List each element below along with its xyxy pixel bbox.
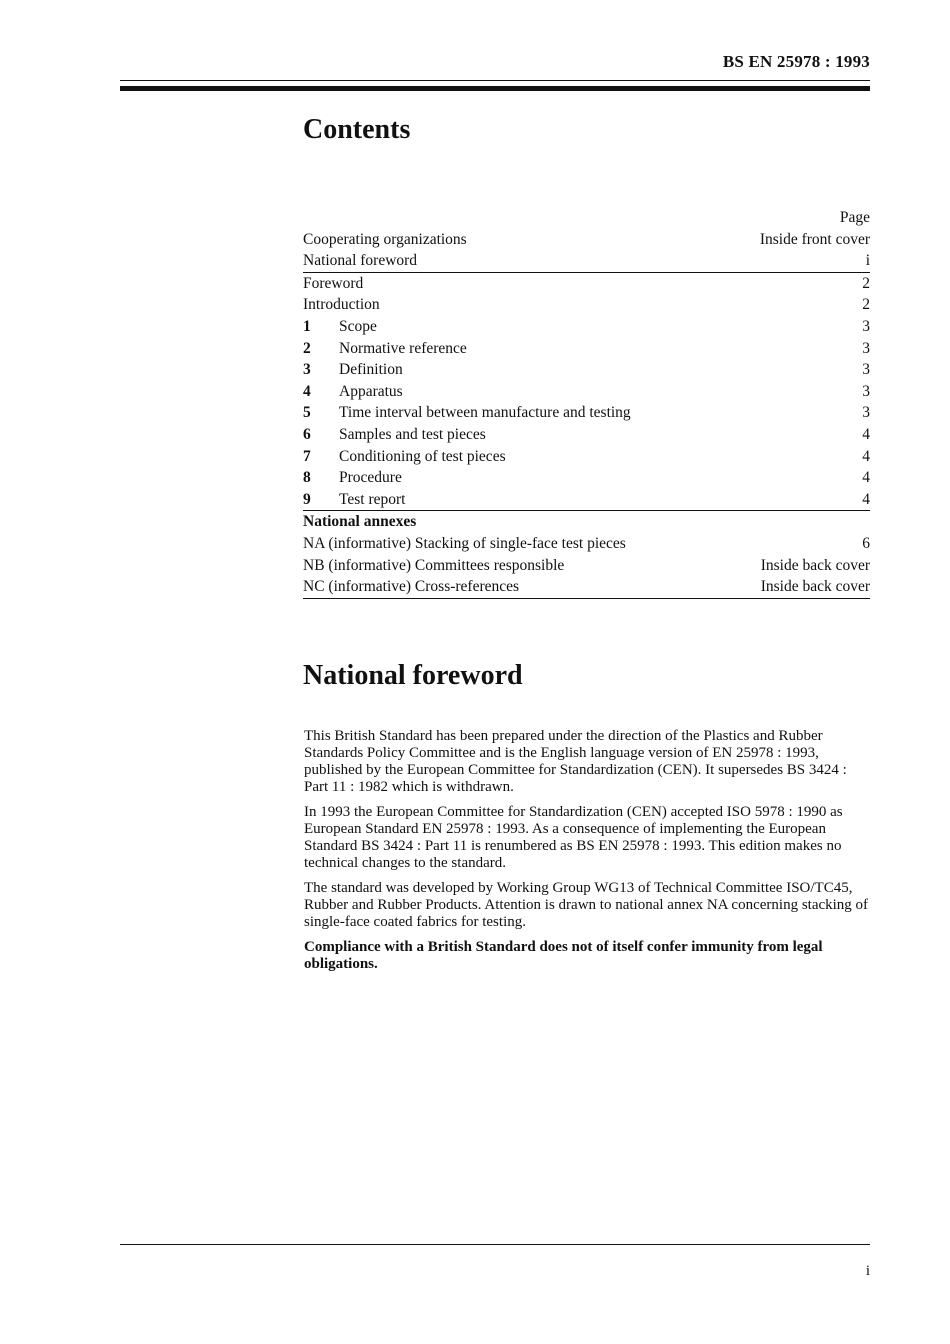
document-code: BS EN 25978 : 1993 <box>722 52 870 71</box>
toc-item-number: 4 <box>303 382 311 400</box>
toc-item[interactable] <box>303 338 870 360</box>
toc-item[interactable] <box>303 273 870 295</box>
toc-item-number: 5 <box>303 404 311 422</box>
toc-item-page: Inside back cover <box>760 578 870 596</box>
toc-item[interactable] <box>303 489 870 512</box>
toc-item-text: Cooperating organizations <box>303 230 467 248</box>
toc-item-number: 6 <box>303 425 311 443</box>
toc-item-text: National foreword <box>303 252 418 270</box>
toc-item-page: 2 <box>862 274 870 292</box>
toc-item[interactable] <box>303 250 870 273</box>
toc-item-page: Inside front cover <box>759 230 870 248</box>
toc-page-heading: Page <box>839 209 870 226</box>
toc-item[interactable] <box>303 294 870 316</box>
toc-item[interactable] <box>303 381 870 403</box>
compliance-notice: Compliance with a British Standard does not of itself confer immunity from legal obligations. <box>304 939 823 972</box>
toc-item-text: Conditioning of test pieces <box>339 447 506 465</box>
toc-item-text: Samples and test pieces <box>339 425 486 443</box>
toc-item-page: 3 <box>862 339 870 357</box>
toc-item-page: 4 <box>862 425 870 443</box>
toc-annex-heading-row <box>303 511 870 533</box>
foreword-paragraph: The standard was developed by Working Group WG13 of Technical Committee ISO/TC45, Rubber and Rubber Products. Attention is drawn to national annex NA concerning stacking of single-face coated fabrics for testing. <box>304 880 869 930</box>
table-of-contents <box>303 207 870 599</box>
toc-item-number: 1 <box>303 317 311 335</box>
foreword-paragraph: In 1993 the European Committee for Standardization (CEN) accepted ISO 5978 : 1990 as European Standard EN 25978 : 1993. As a consequence of implementing the European Standard BS 3424 : Part 11 is renumbered as BS EN 25978 : 1993. This edition makes no technical changes to the standard. <box>304 804 843 871</box>
footer-rule <box>120 1244 870 1245</box>
page-number: i <box>865 1263 870 1279</box>
toc-item-text: NB (informative) Committees responsible <box>303 556 565 574</box>
toc-item[interactable] <box>303 229 870 251</box>
toc-item[interactable] <box>303 424 870 446</box>
toc-item[interactable] <box>303 446 870 468</box>
toc-item-page: i <box>865 252 870 270</box>
toc-item-text: Foreword <box>303 274 364 292</box>
toc-item-text: Scope <box>339 317 377 335</box>
toc-item-number: 3 <box>303 361 311 379</box>
toc-item-number: 8 <box>303 469 311 487</box>
toc-item[interactable] <box>303 533 870 555</box>
toc-item-text: NA (informative) Stacking of single-face test pieces <box>303 534 626 552</box>
toc-item-page: 4 <box>862 447 870 465</box>
toc-item[interactable] <box>303 359 870 381</box>
toc-annex-heading: National annexes <box>303 513 417 531</box>
toc-item[interactable] <box>303 467 870 489</box>
toc-item-page: 2 <box>862 296 870 314</box>
toc-item-page: Inside back cover <box>760 556 870 574</box>
national-foreword-body <box>304 728 870 981</box>
toc-item-page: 4 <box>862 469 870 487</box>
toc-item-text: Introduction <box>303 296 380 314</box>
toc-item[interactable] <box>303 555 870 577</box>
toc-item-text: Definition <box>339 361 403 379</box>
toc-item-page: 3 <box>862 404 870 422</box>
header-rule-thick <box>120 86 870 91</box>
header-rule-thin <box>120 80 870 81</box>
contents-title: Contents <box>303 114 411 145</box>
toc-item-number: 7 <box>303 447 311 465</box>
foreword-paragraph: This British Standard has been prepared under the direction of the Plastics and Rubber Standards Policy Committee and is the English language version of EN 25978 : 1993, published by the European Committee for Standardization (CEN). It supersedes BS 3424 : Part 11 : 1982 which is withdrawn. <box>304 728 847 795</box>
toc-item-text: Apparatus <box>339 382 403 400</box>
toc-item-number: 9 <box>303 490 311 508</box>
toc-page-heading-row <box>303 207 870 229</box>
toc-item-page: 3 <box>862 317 870 335</box>
toc-item[interactable] <box>303 316 870 338</box>
toc-item-page: 6 <box>862 534 870 552</box>
national-foreword-title: National foreword <box>303 660 523 691</box>
toc-item-page: 4 <box>862 490 870 508</box>
toc-item-text: Normative reference <box>339 339 467 357</box>
toc-item-page: 3 <box>862 382 870 400</box>
toc-item-text: Procedure <box>339 469 402 487</box>
toc-item-text: Time interval between manufacture and testing <box>339 404 631 422</box>
toc-item-number: 2 <box>303 339 311 357</box>
toc-item-text: Test report <box>339 490 406 508</box>
toc-item[interactable] <box>303 402 870 424</box>
toc-item-text: NC (informative) Cross-references <box>303 578 520 596</box>
toc-item-page: 3 <box>862 361 870 379</box>
toc-item[interactable] <box>303 576 870 599</box>
